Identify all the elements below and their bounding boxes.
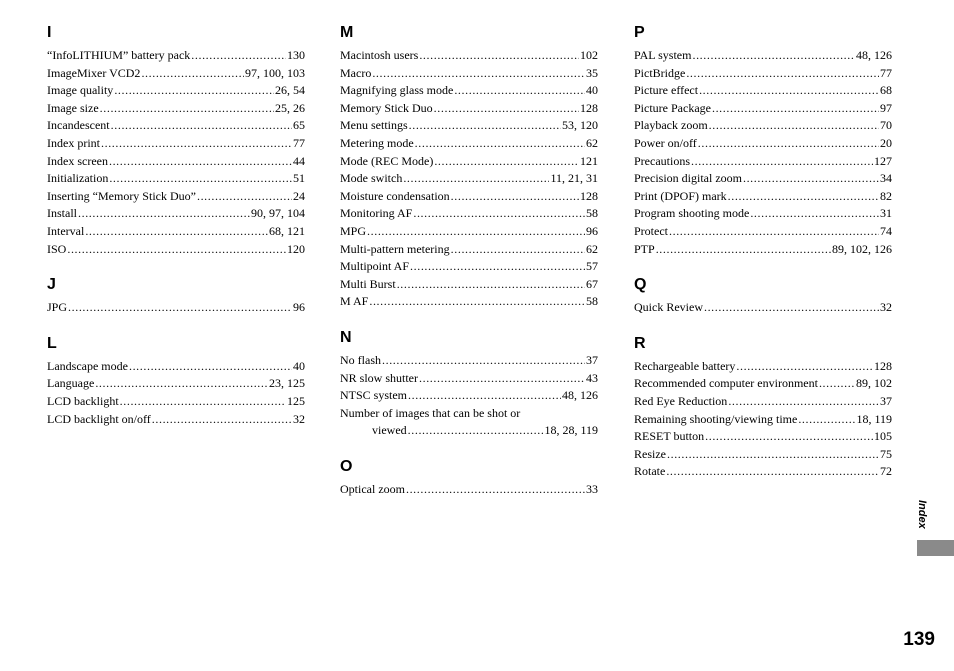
index-entry [47,223,305,241]
dot-leader [451,241,585,259]
dot-leader [367,223,585,241]
dot-leader [382,352,585,370]
dot-leader [152,411,292,429]
index-entry-pages: 77 [880,65,892,80]
index-entry [340,352,598,370]
index-entry-term: Rechargeable battery [634,358,736,373]
index-entry-term: Program shooting mode [634,206,750,221]
dot-leader [434,153,579,171]
dot-leader [705,428,873,446]
section-letter: P [634,24,645,41]
index-entry [340,135,598,153]
index-entry-pages: 77 [293,135,305,150]
dot-leader [413,205,585,223]
dot-leader [85,223,268,241]
index-entry-term: Memory Stick Duo [340,100,433,115]
index-entry-pages: 33 [586,481,598,496]
index-entry-term: PictBridge [634,65,686,80]
index-entry-pages: 37 [880,393,892,408]
index-entry-pages: 51 [293,171,305,186]
index-entry-pages: 74 [880,223,892,238]
index-entry [340,422,598,440]
index-entry-pages: 90, 97, 104 [251,206,305,221]
index-entry-pages: 40 [586,83,598,98]
dot-leader [369,293,585,311]
index-entry-term: NR slow shutter [340,370,418,385]
dot-leader [709,117,879,135]
index-entry-term: Red Eye Reduction [634,393,728,408]
index-column-2 [340,24,598,516]
index-entry-term: Quick Review [634,300,703,315]
index-entry-pages: 32 [293,411,305,426]
index-entry [47,47,305,65]
index-entry [634,188,892,206]
dot-leader [419,370,585,388]
dot-leader [191,47,286,65]
index-entry-term: Language [47,376,95,391]
index-entry [47,82,305,100]
index-entry [340,293,598,311]
index-entry [634,47,892,65]
index-section-o [340,458,598,499]
dot-leader [111,117,292,135]
index-entry-term: NTSC system [340,388,408,403]
index-entry-term: Power on/off [634,135,697,150]
index-entry-pages: 96 [293,300,305,315]
dot-leader [419,47,579,65]
index-entry-pages: 68 [880,83,892,98]
index-entry [340,258,598,276]
index-entry-pages: 18, 119 [856,411,892,426]
dot-leader [372,65,585,83]
index-entry-pages: 18, 28, 119 [544,423,598,438]
index-entry-term: Initialization [47,171,109,186]
index-entry-pages: 62 [586,241,598,256]
index-entry-pages: 97, 100, 103 [245,65,305,80]
index-entry-term: Rotate [634,464,666,479]
dot-leader [408,422,544,440]
dot-leader [68,299,292,317]
index-section-p [634,24,892,258]
index-entry [340,241,598,259]
index-entry-pages: 102 [580,48,598,62]
index-entry-term: ISO [47,241,67,256]
dot-leader [397,276,585,294]
dot-leader [197,188,292,206]
index-entry-pages: 128 [580,188,598,203]
section-side-label: Index [916,500,928,529]
index-entry-term: PTP [634,241,655,256]
index-entry [634,223,892,241]
index-entry [47,393,305,411]
index-entry-term: LCD backlight on/off [47,411,151,426]
dot-leader [750,205,879,223]
dot-leader [451,188,579,206]
dot-leader [129,358,292,376]
index-entry-term: M AF [340,294,369,309]
index-entry-term: Mode switch [340,171,403,186]
section-letter: N [340,328,352,346]
index-entry-term: Interval [47,223,85,238]
section-letter: L [47,334,57,352]
index-entry [634,241,892,259]
index-entry-term: PAL system [634,48,692,62]
index-entry-term: MPG [340,223,367,238]
index-entry [340,370,598,388]
index-entry-pages: 25, 26 [275,100,305,115]
index-entry [634,117,892,135]
index-entry-pages: 72 [880,464,892,479]
index-entry-pages: 24 [293,188,305,203]
index-entry-pages: 43 [586,370,598,385]
dot-leader [743,170,879,188]
dot-leader [666,463,879,481]
index-entry-pages: 11, 21, 31 [550,171,598,186]
index-entry [47,299,305,317]
index-entry-pages: 125 [287,393,305,408]
index-entry-pages: 96 [586,223,598,238]
index-entry-pages: 127 [874,153,892,168]
dot-leader [109,170,292,188]
section-letter: O [340,457,353,475]
index-entry-term: Landscape mode [47,358,128,373]
index-entry-pages: 58 [586,294,598,309]
index-entry-term: Resize [634,446,666,461]
index-entry-term: Recommended computer environment [634,376,818,391]
index-entry-term: Remaining shooting/viewing time [634,411,798,426]
index-entry-pages: 58 [586,206,598,221]
dot-leader [120,393,286,411]
index-entry-pages: 44 [293,153,305,168]
index-entry-term: “InfoLITHIUM” battery pack [47,48,191,62]
index-entry-pages: 65 [293,118,305,133]
index-entry-pages: 35 [586,65,598,80]
index-entry [634,428,892,446]
index-entry-term: Macintosh users [340,48,419,62]
index-entry [634,358,892,376]
dot-leader [408,387,561,405]
index-entry-pages: 130 [287,48,305,62]
index-entry [634,135,892,153]
index-entry-pages: 89, 102, 126 [832,241,892,256]
index-entry-term: Playback zoom [634,118,708,133]
dot-leader [67,241,286,259]
index-entry [340,47,598,65]
index-entry-term: Protect [634,223,668,238]
dot-leader [403,170,549,188]
index-entry-term: Image quality [47,83,114,98]
index-entry-term: Image size [47,100,99,115]
index-entry-pages: 97 [880,100,892,115]
dot-leader [114,82,274,100]
index-entry-pages: 57 [586,259,598,274]
dot-leader [100,100,274,118]
index-entry-pages: 120 [287,241,305,256]
index-entry-term: Inserting “Memory Stick Duo” [47,188,196,203]
dot-leader [78,205,250,223]
dot-leader [698,135,879,153]
dot-leader [686,65,879,83]
index-entry [47,205,305,223]
index-entry-term: No flash [340,352,381,367]
index-entry [634,82,892,100]
dot-leader [691,153,873,171]
index-entry-term: Monitoring AF [340,206,413,221]
dot-leader [141,65,244,83]
index-entry [47,117,305,135]
index-entry [47,411,305,429]
index-entry [47,153,305,171]
dot-leader [692,47,855,65]
index-entry-pages: 53, 120 [562,118,598,133]
index-entry [47,358,305,376]
index-entry [340,223,598,241]
dot-leader [667,446,879,464]
index-entry [634,393,892,411]
section-letter: Q [634,276,647,294]
index-entry-pages: 121 [580,153,598,168]
index-entry [340,117,598,135]
dot-leader [95,375,268,393]
index-entry [340,481,598,499]
index-entry [340,205,598,223]
index-entry-term: Index screen [47,153,108,168]
index-section-l [47,335,305,428]
index-entry [634,170,892,188]
index-entry [47,65,305,83]
dot-leader [736,358,873,376]
index-column-3 [634,24,892,499]
dot-leader [728,393,879,411]
index-entry [340,188,598,206]
index-entry [47,135,305,153]
index-entry [634,411,892,429]
index-entry [340,153,598,171]
index-entry-pages: 89, 102 [856,376,892,391]
dot-leader [819,375,855,393]
dot-leader [409,117,561,135]
index-entry-pages: 67 [586,276,598,291]
index-entry [634,205,892,223]
dot-leader [109,153,292,171]
index-entry-term: Macro [340,65,372,80]
index-entry [340,65,598,83]
index-entry-pages: 128 [580,100,598,115]
index-entry-term: Incandescent [47,118,110,133]
index-entry-term: Print (DPOF) mark [634,188,727,203]
index-entry-term: Multi-pattern metering [340,241,450,256]
dot-leader [704,299,879,317]
dot-leader [728,188,879,206]
section-letter: I [47,24,52,41]
index-entry-term: Multi Burst [340,276,396,291]
index-entry-pages: 37 [586,352,598,367]
dot-leader [454,82,585,100]
index-entry-term: Number of images that can be shot or [340,405,521,420]
index-entry-term: Multipoint AF [340,259,410,274]
index-entry [47,170,305,188]
index-entry [47,241,305,259]
index-entry [47,100,305,118]
dot-leader [699,82,879,100]
index-entry [340,170,598,188]
index-entry-pages: 48, 126 [562,388,598,403]
dot-leader [712,100,879,118]
index-section-n [340,329,598,440]
dot-leader [434,100,579,118]
index-entry-pages: 23, 125 [269,376,305,391]
dot-leader [669,223,879,241]
index-entry [47,375,305,393]
index-entry-term: Index print [47,135,100,150]
index-entry-pages: 62 [586,135,598,150]
dot-leader [410,258,585,276]
index-entry-term: ImageMixer VCD2 [47,65,141,80]
index-entry-pages: 70 [880,118,892,133]
index-entry-pages: 20 [880,135,892,150]
index-entry-term: Menu settings [340,118,408,133]
index-entry-term: Moisture condensation [340,188,450,203]
index-entry-term: JPG [47,300,68,315]
index-entry [634,446,892,464]
index-entry-term: Mode (REC Mode) [340,153,434,168]
index-entry-term: Precautions [634,153,690,168]
index-entry-term: LCD backlight [47,393,119,408]
section-letter: M [340,24,354,41]
index-entry-term: Picture effect [634,83,699,98]
section-thumb-tab [917,540,954,556]
index-entry-term: Metering mode [340,135,414,150]
index-section-q [634,276,892,317]
index-entry [47,188,305,206]
dot-leader [656,241,831,259]
dot-leader [101,135,292,153]
index-section-r [634,335,892,481]
page-number: 139 [903,629,935,650]
index-section-m [340,24,598,311]
index-entry [634,375,892,393]
index-entry [340,387,598,405]
index-entry-term: Precision digital zoom [634,171,742,186]
index-entry-pages: 48, 126 [856,48,892,62]
section-letter: R [634,334,646,352]
section-letter: J [47,276,56,294]
index-entry [634,299,892,317]
index-entry-pages: 105 [874,429,892,444]
index-entry-term: RESET button [634,429,705,444]
index-entry [634,463,892,481]
index-section-j [47,276,305,317]
index-entry-pages: 128 [874,358,892,373]
index-entry-term: Picture Package [634,100,711,115]
index-entry-term: viewed [372,423,407,438]
index-entry-term: Optical zoom [340,481,405,496]
index-column-1 [47,24,305,446]
index-entry-pages: 40 [293,358,305,373]
index-entry [634,100,892,118]
index-entry-term: Magnifying glass mode [340,83,454,98]
dot-leader [406,481,585,499]
index-entry [340,276,598,294]
index-entry [340,100,598,118]
index-entry-term: Install [47,206,77,221]
index-entry-pages: 31 [880,206,892,221]
index-entry-pages: 75 [880,446,892,461]
dot-leader [798,411,855,429]
index-entry-pages: 68, 121 [269,223,305,238]
index-section-i [47,24,305,258]
index-entry-pages: 34 [880,171,892,186]
index-entry-pages: 82 [880,188,892,203]
index-entry-pages: 26, 54 [275,83,305,98]
index-entry-pages: 32 [880,300,892,315]
index-entry [634,153,892,171]
index-entry [340,82,598,100]
index-entry [634,65,892,83]
dot-leader [415,135,585,153]
